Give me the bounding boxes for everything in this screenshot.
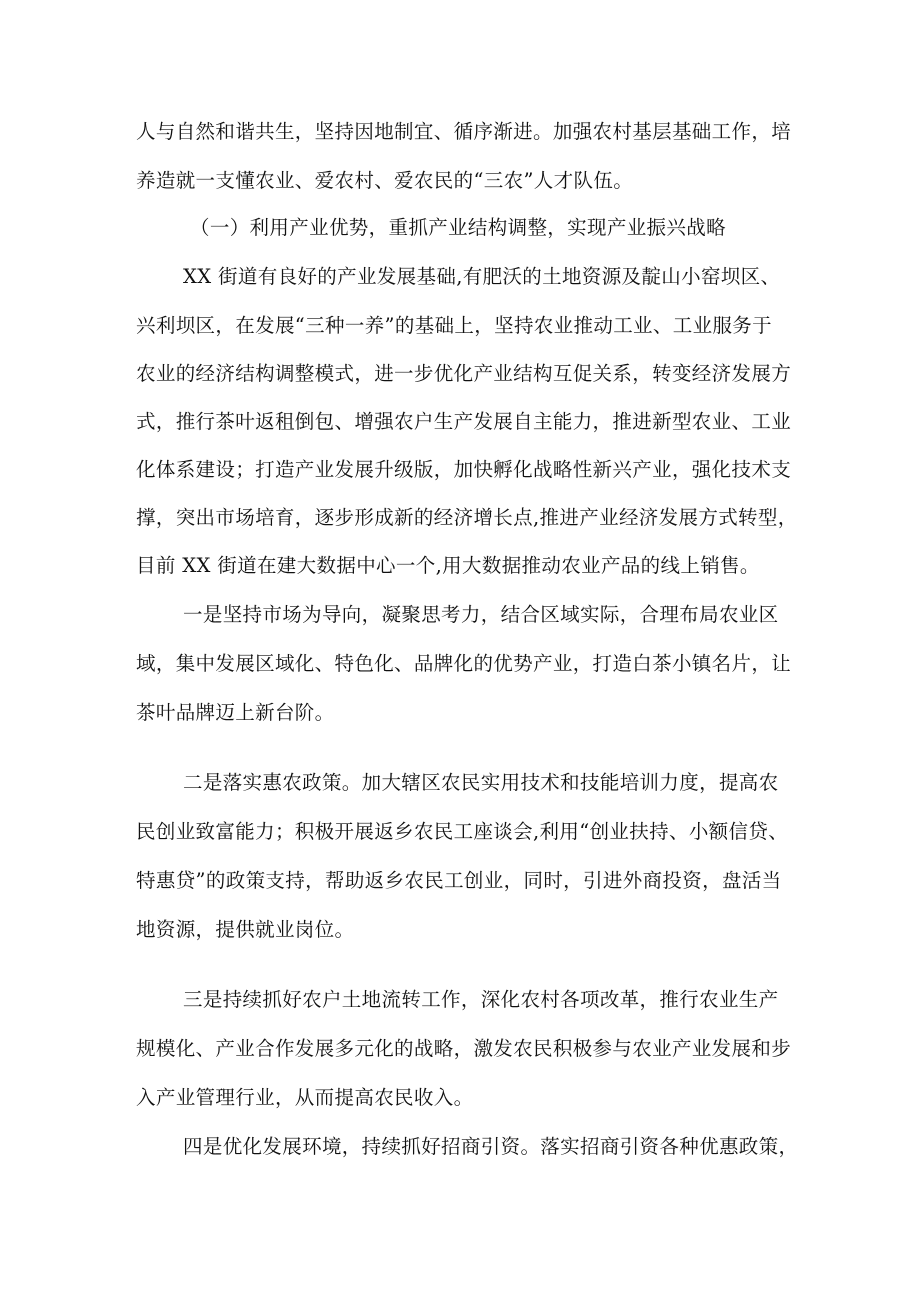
body-1-line-6: 撑，突出市场培育，逐步形成新的经济增长点,推进产业经济发展方式转型， [136,506,798,529]
intro-line-1: 人与自然和谐共生，坚持因地制宜、循序渐进。加强农村基层基础工作，培 [136,120,792,143]
item-3-line-2: 规模化、产业合作发展多元化的战略，激发农民积极参与农业产业发展和步 [136,1037,792,1060]
body-1-line-2: 兴利坝区，在发展“三种一养”的基础上，坚持农业推动工业、工业服务于 [136,314,772,337]
item-1-line-1: 一是坚持市场为导向，凝聚思考力，结合区域实际，合理布局农业区 [183,603,779,626]
section-heading: （一）利用产业优势，重抓产业结构调整，实现产业振兴战略 [190,216,726,239]
body-1-line-1: XX 街道有良好的产业发展基础,有肥沃的土地资源及靛山小窑坝区、 [183,265,781,288]
item-2-line-4: 地资源，提供就业岗位。 [136,918,355,941]
item-3-line-1: 三是持续抓好农户土地流转工作，深化农村各项改革，推行农业生产 [183,988,779,1011]
item-1-line-3: 茶叶品牌迈上新台阶。 [136,701,335,724]
item-4-line-1: 四是优化发展环境，持续抓好招商引资。落实招商引资各种优惠政策， [183,1135,799,1158]
item-2-line-3: 特惠贷”的政策支持，帮助返乡农民工创业，同时，引进外商投资，盘活当 [136,869,782,892]
body-1-line-7: 目前 XX 街道在建大数据中心一个,用大数据推动农业产品的线上销售。 [136,554,760,577]
body-1-line-4: 式，推行茶叶返租倒包、增强农户生产发展自主能力，推进新型农业、工业 [136,410,792,433]
item-1-line-2: 域，集中发展区域化、特色化、品牌化的优势产业，打造白茶小镇名片，让 [136,652,792,675]
body-1-line-5: 化体系建设；打造产业发展升级版，加快孵化战略性新兴产业，强化技术支 [136,458,792,481]
item-2-line-1: 二是落实惠农政策。加大辖区农民实用技术和技能培训力度，提高农 [183,771,779,794]
intro-line-2: 养造就一支懂农业、爱农村、爱农民的“三农”人才队伍。 [136,169,634,192]
item-3-line-3: 入产业管理行业，从而提高农民收入。 [136,1086,474,1109]
item-2-line-2: 民创业致富能力；积极开展返乡农民工座谈会,利用“创业扶持、小额信贷、 [136,820,789,843]
body-1-line-3: 农业的经济结构调整模式，进一步优化产业结构互促关系，转变经济发展方 [136,362,792,385]
